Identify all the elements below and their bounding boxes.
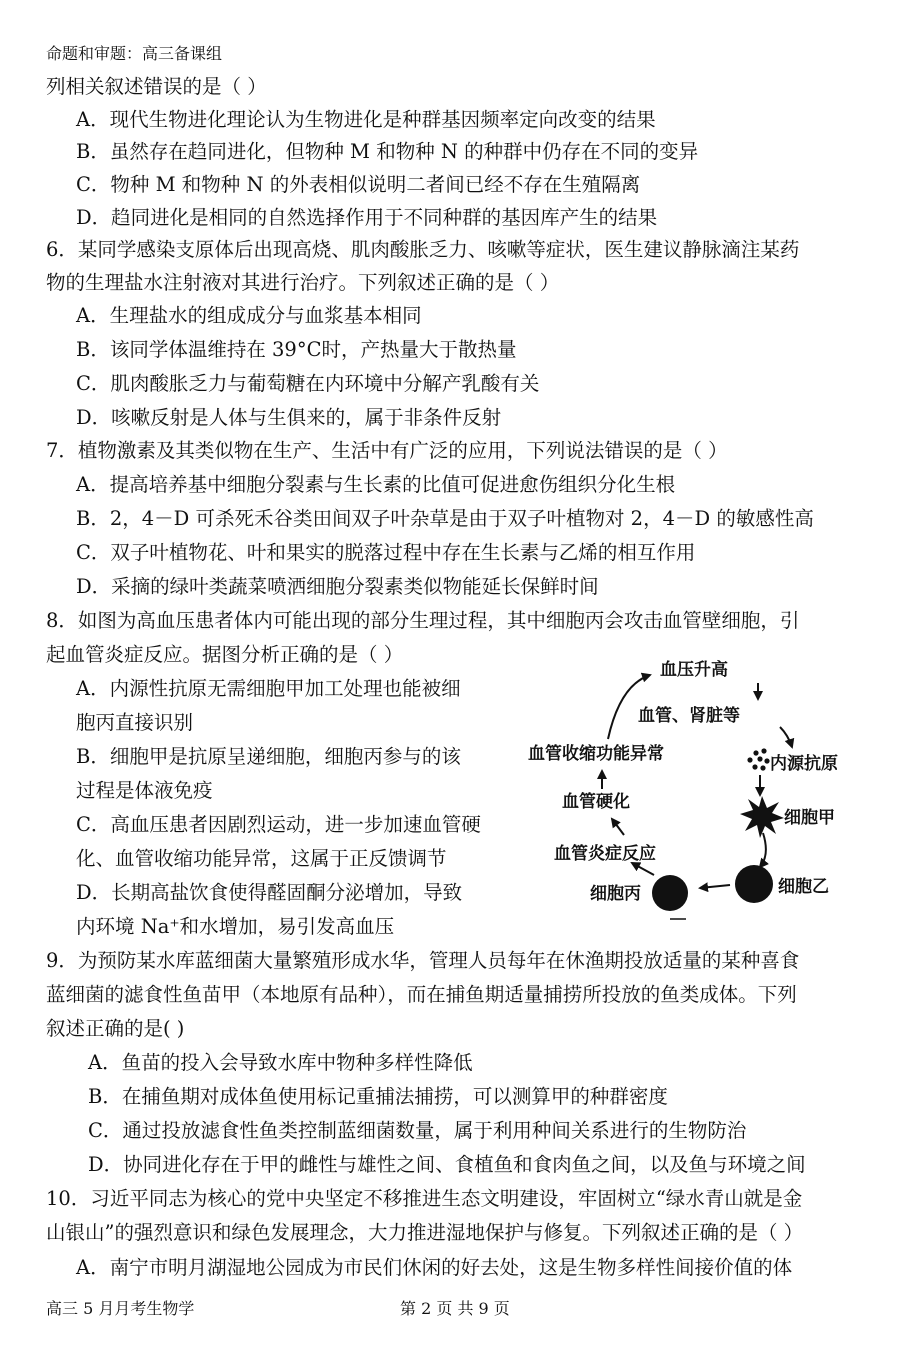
footer-page-number: 第 2 页 共 9 页: [400, 1299, 510, 1318]
label-hardening: 血管硬化: [562, 792, 630, 812]
q9-option-b: B．在捕鱼期对成体鱼使用标记重捕法捕捞，可以测算甲的种群密度: [88, 1085, 668, 1108]
q6-option-b: B．该同学体温维持在 39°C时，产热量大于散热量: [76, 338, 517, 361]
q9-stem-line3: 叙述正确的是( ): [46, 1017, 185, 1040]
q9-option-c: C．通过投放滤食性鱼类控制蓝细菌数量，属于利用种间关系进行的生物防治: [88, 1119, 747, 1142]
arrow-cellb-to-cellc: [700, 885, 730, 888]
hypertension-process-diagram: [520, 655, 870, 930]
q8-stem-line1: 8．如图为高血压患者体内可能出现的部分生理过程，其中细胞丙会攻击血管壁细胞，引: [46, 609, 800, 632]
q9-option-a: A．鱼苗的投入会导致水库中物种多样性降低: [88, 1051, 473, 1074]
header-author: 命题和审题：高三备课组: [46, 44, 223, 63]
q8-stem-line2: 起血管炎症反应。据图分析正确的是（ ）: [46, 643, 404, 666]
label-cell-b: 细胞乙: [778, 877, 829, 897]
label-bp-high: 血压升高: [660, 660, 728, 680]
antigen-dots-icon: [747, 748, 769, 770]
label-vessel-kidney: 血管、肾脏等: [638, 706, 740, 726]
label-contraction-abnormal: 血管收缩功能异常: [528, 744, 664, 764]
q10-stem-line2: 山银山”的强烈意识和绿色发展理念，大力推进湿地保护与修复。下列叙述正确的是（ ）: [46, 1221, 804, 1244]
q8-option-c-line2: 化、血管收缩功能异常，这属于正反馈调节: [76, 847, 447, 870]
q6-stem-line2: 物的生理盐水注射液对其进行治疗。下列叙述正确的是（ ）: [46, 271, 560, 294]
q6-option-c: C．肌肉酸胀乏力与葡萄糖在内环境中分解产乳酸有关: [76, 372, 540, 395]
q7-option-a: A．提高培养基中细胞分裂素与生长素的比值可促进愈伤组织分化生根: [76, 473, 676, 496]
q8-option-b-line2: 过程是体液免疫: [76, 779, 213, 802]
label-inflammation: 血管炎症反应: [554, 844, 656, 864]
q8-option-d-line1: D．长期高盐饮食使得醛固酮分泌增加，导致: [76, 881, 463, 904]
q10-stem-line1: 10．习近平同志为核心的党中央坚定不移推进生态文明建设，牢固树立“绿水青山就是金: [46, 1187, 803, 1210]
q6-stem-line1: 6．某同学感染支原体后出现高烧、肌肉酸胀乏力、咳嗽等症状，医生建议静脉滴注某药: [46, 238, 800, 261]
q10-option-a: A．南宁市明月湖湿地公园成为市民们休闲的好去处，这是生物多样性间接价值的体: [76, 1256, 793, 1279]
q9-stem-line1: 9．为预防某水库蓝细菌大量繁殖形成水华，管理人员每年在休渔期投放适量的某种喜食: [46, 949, 800, 972]
q7-option-d: D．采摘的绿叶类蔬菜喷洒细胞分裂素类似物能延长保鲜时间: [76, 575, 599, 598]
q8-option-d-line2: 内环境 Na⁺和水增加，易引发高血压: [76, 915, 395, 938]
q9-option-d: D．协同进化存在于甲的雌性与雄性之间、食植鱼和食肉鱼之间，以及鱼与环境之间: [88, 1153, 806, 1176]
q7-option-b: B．2，4－D 可杀死禾谷类田间双子叶杂草是由于双子叶植物对 2，4－D 的敏感性高: [76, 507, 814, 530]
q9-stem-line2: 蓝细菌的滤食性鱼苗甲（本地原有品种），而在捕鱼期适量捕捞所投放的鱼类成体。下列: [46, 983, 797, 1006]
q6-option-d: D．咳嗽反射是人体与生俱来的，属于非条件反射: [76, 406, 502, 429]
footer-exam-name: 高三 5 月月考生物学: [46, 1299, 195, 1318]
label-endo-antigen: 内源抗原: [770, 754, 838, 774]
q5-option-c: C．物种 M 和物种 N 的外表相似说明二者间已经不存在生殖隔离: [76, 173, 641, 196]
q8-option-a-line1: A．内源性抗原无需细胞甲加工处理也能被细: [76, 677, 461, 700]
q8-option-c-line1: C．高血压患者因剧烈运动，进一步加速血管硬: [76, 813, 481, 836]
label-cell-c: 细胞丙: [590, 884, 641, 904]
label-cell-a: 细胞甲: [784, 808, 835, 828]
q5-option-d: D．趋同进化是相同的自然选择作用于不同种群的基因库产生的结果: [76, 206, 658, 229]
arrow-cellc-to-inflammation: [632, 863, 654, 875]
arrow-cella-to-cellb: [760, 833, 766, 867]
cell-a-icon: [740, 796, 784, 838]
q5-stem-continuation: 列相关叙述错误的是（ ）: [46, 75, 267, 98]
arrow-inflammation-to-hardening: [612, 819, 624, 835]
q5-option-b: B．虽然存在趋同进化，但物种 M 和物种 N 的种群中仍存在不同的变异: [76, 140, 699, 163]
q6-option-a: A．生理盐水的组成成分与血浆基本相同: [76, 304, 422, 327]
arrow-vessel-to-antigen: [780, 727, 792, 747]
q7-stem: 7．植物激素及其类似物在生产、生活中有广泛的应用，下列说法错误的是（ ）: [46, 439, 728, 462]
q8-option-b-line1: B．细胞甲是抗原呈递细胞，细胞丙参与的该: [76, 745, 461, 768]
cell-b-icon: [735, 865, 773, 903]
q5-option-a: A．现代生物进化理论认为生物进化是种群基因频率定向改变的结果: [76, 108, 656, 131]
cell-c-icon: [652, 875, 688, 911]
q7-option-c: C．双子叶植物花、叶和果实的脱落过程中存在生长素与乙烯的相互作用: [76, 541, 696, 564]
q8-option-a-line2: 胞丙直接识别: [76, 711, 194, 734]
